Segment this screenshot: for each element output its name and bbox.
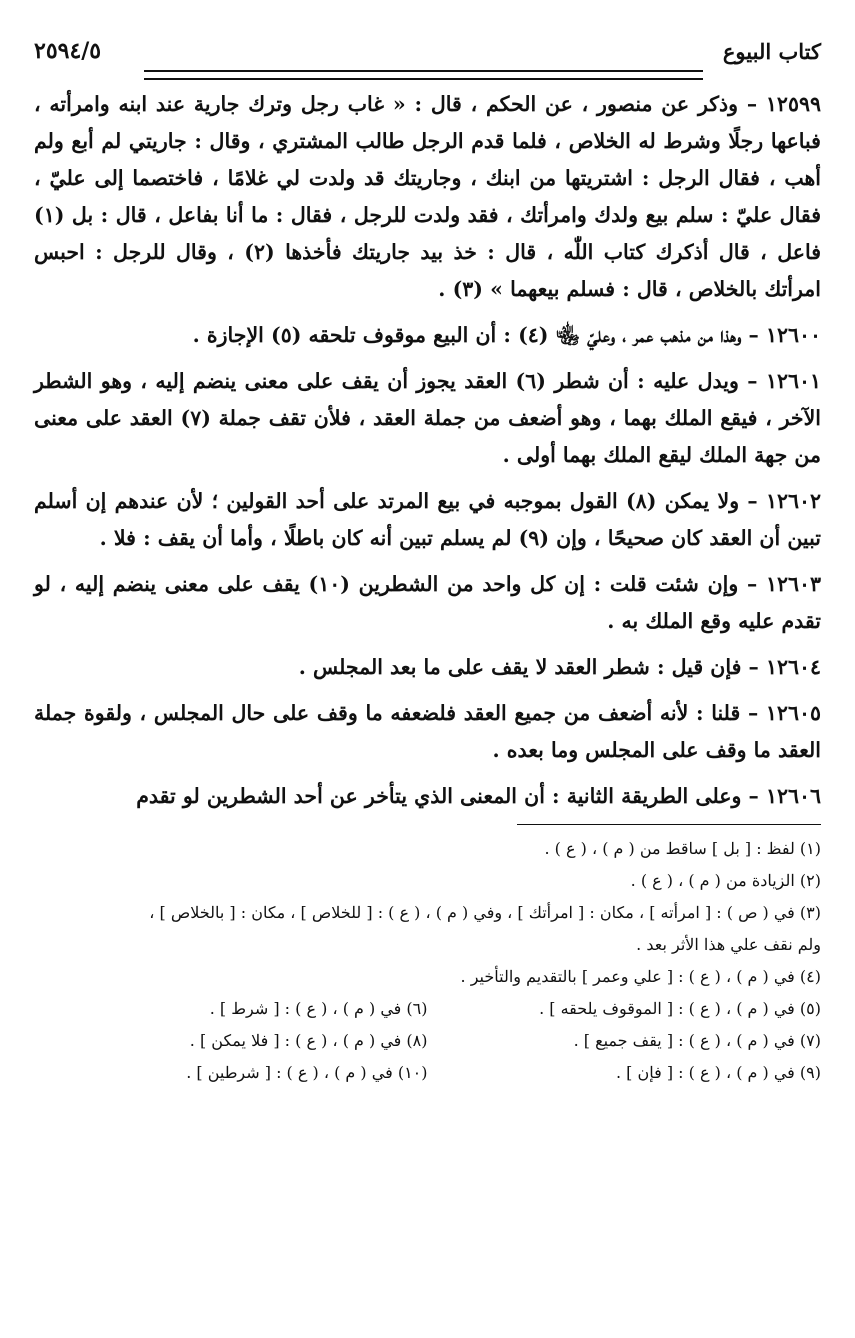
paragraph-number: ١٢٥٩٩ xyxy=(765,92,821,116)
paragraph xyxy=(34,317,821,354)
paragraph-number: ١٢٦٠٢ xyxy=(765,489,822,513)
footnote-separator xyxy=(517,824,821,825)
footnotes xyxy=(34,833,821,1089)
paragraph xyxy=(34,778,821,815)
paragraph xyxy=(34,649,821,686)
paragraph-text: – وإن شئت قلت : إن كل واحد من الشطرين (١٠) يقف على معنى ينضم إليه ، لو تقدم عليه وقع الملك به . xyxy=(34,572,821,633)
page-header xyxy=(34,30,821,64)
paragraph-number: ١٢٦٠٠ xyxy=(765,323,821,347)
footnote: (٢) الزيادة من ( م ) ، ( ع ) . xyxy=(630,871,821,890)
footnote-row xyxy=(34,993,821,1025)
paragraph xyxy=(34,363,821,474)
paragraph-text: – ويدل عليه : أن شطر (٦) العقد يجوز أن يقف على معنى ينضم إليه ، وهو الشطر الآخر ، فيقع الملك بهما ، وهو أضعف من جملة العقد ، فلأن تقف جملة (٧) العقد على معنى من جهة الملك ليقع الملك بهما أولى . xyxy=(34,369,821,467)
book-title: كتاب البيوع xyxy=(722,39,821,64)
footnote: (١٠) في ( م ) ، ( ع ) : [ شرطين ] . xyxy=(186,1063,428,1082)
footnote: (٥) في ( م ) ، ( ع ) : [ الموقوف يلحقه ] . xyxy=(539,999,821,1018)
footnote-row xyxy=(34,1057,821,1089)
footnote: (٦) في ( م ) ، ( ع ) : [ شرط ] . xyxy=(209,999,428,1018)
paragraph-text: – فإن قيل : شطر العقد لا يقف على ما بعد المجلس . xyxy=(298,655,759,679)
paragraph-number: ١٢٦٠٦ xyxy=(765,784,821,808)
page-number: ٢٥٩٤/٥ xyxy=(34,38,102,64)
footnote: (١) لفظ : [ بل ] ساقط من ( م ) ، ( ع ) . xyxy=(544,839,821,858)
paragraph-number: ١٢٦٠٤ xyxy=(765,655,821,679)
footnote: (٨) في ( م ) ، ( ع ) : [ فلا يمكن ] . xyxy=(189,1031,428,1050)
footnote-continuation: ولم نقف علي هذا الأثر بعد . xyxy=(636,935,821,954)
paragraph-text: – قلنا : لأنه أضعف من جميع العقد فلضعفه ما وقف على حال المجلس ، ولقوة جملة العقد ما وقف على المجلس وما بعده . xyxy=(34,701,821,762)
footnote: (٧) في ( م ) ، ( ع ) : [ يقف جميع ] . xyxy=(573,1031,821,1050)
paragraph xyxy=(34,566,821,640)
paragraph-number: ١٢٦٠٣ xyxy=(765,572,822,596)
footnote: (٣) في ( ص ) : [ امرأته ] ، مكان : [ امرأتك ] ، وفي ( م ) ، ( ع ) : [ للخلاص ] ، مكان : [ بالخلاص ] ، xyxy=(149,903,821,922)
footnote: (٤) في ( م ) ، ( ع ) : [ علي وعمر ] بالتقديم والتأخير . xyxy=(460,967,821,986)
book-page xyxy=(34,30,821,1320)
paragraph-text: – وعلى الطريقة الثانية : أن المعنى الذي يتأخر عن أحد الشطرين لو تقدم xyxy=(136,784,759,808)
header-rule xyxy=(144,70,703,80)
footnote-row xyxy=(34,1025,821,1057)
footnote: (٩) في ( م ) ، ( ع ) : [ فإن ] . xyxy=(615,1063,821,1082)
paragraph xyxy=(34,86,821,308)
paragraph-number: ١٢٦٠١ xyxy=(765,369,821,393)
paragraph-text: – وهذا من مذهب عمر ، وعليّ ﵄ (٤) : أن البيع موقوف تلحقه (٥) الإجازة . xyxy=(192,323,759,347)
paragraph-number: ١٢٦٠٥ xyxy=(765,701,821,725)
main-text xyxy=(34,86,821,815)
paragraph xyxy=(34,483,821,557)
paragraph-text: – وذكر عن منصور ، عن الحكم ، قال : « غاب رجل وترك جارية عند ابنه وامرأته ، فباعها رجلًا وشرط له الخلاص ، فلما قدم الرجل طالب المشتري ، وقال : جاريتي لم أبع ولم أهب ، فقال الرجل : اشتريتها من ابنك ، وجاريتك قد ولدت لي غلامًا ، فاختصما إلى عليّ ، فقال عليّ : سلم بيع ولدك وامرأتك ، فقد ولدت للرجل ، فقال : ما أنا بفاعل ، قال : بل (١) فاعل ، قال أذكرك كتاب اللّٰه ، قال : خذ بيد جاريتك فأخذها (٢) ، وقال للرجل : احبس امرأتك بالخلاص ، قال : فسلم بيعهما » (٣) . xyxy=(34,92,821,301)
paragraph-text: – ولا يمكن (٨) القول بموجبه في بيع المرتد على أحد القولين ؛ لأن عندهم إن أسلم تبين أن العقد كان صحيحًا ، وإن (٩) لم يسلم تبين أنه كان باطلًا ، وأما أن يقف : فلا . xyxy=(34,489,821,550)
paragraph xyxy=(34,695,821,769)
